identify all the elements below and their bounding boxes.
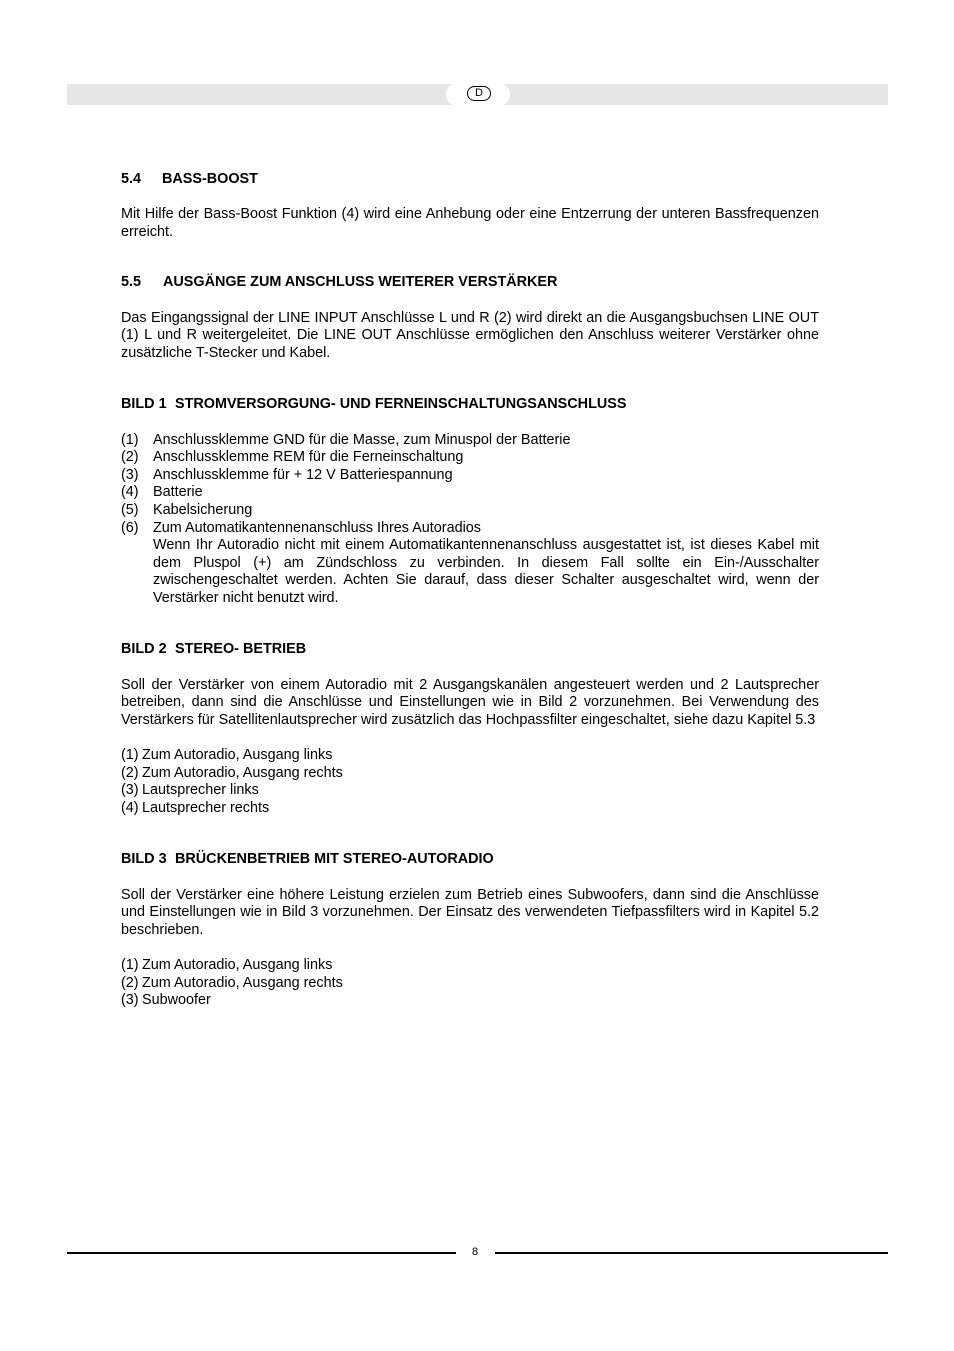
item-number: (1): [121, 747, 139, 764]
list-item: [121, 782, 819, 800]
heading-number: BILD 3: [121, 851, 167, 868]
paragraph-outputs: Das Eingangssignal der LINE INPUT Anschlüsse L und R (2) wird direkt an die Ausgangsbuchsen LINE OUT (1) L und R weitergeleitet. Die LINE OUT Anschlüsse ermöglichen den Anschluss weiterer Verstärker ohne zusätzliche T-Stecker und Kabel.: [121, 309, 819, 361]
list-item: [121, 800, 819, 818]
item-number: (5): [121, 501, 139, 518]
footer-rule-left: [67, 1252, 456, 1254]
footer-rule-right: [495, 1252, 888, 1254]
heading-title: STROMVERSORGUNG- UND FERNEINSCHALTUNGSANSCHLUSS: [175, 396, 627, 413]
bild-1-list: [121, 432, 819, 608]
heading-outputs: [121, 274, 819, 292]
item-text: Zum Autoradio, Ausgang links: [142, 956, 333, 973]
paragraph-bild-2: Soll der Verstärker von einem Autoradio mit 2 Ausgangskanälen angesteuert werden und 2 Lautsprecher betreiben, dann sind die Anschlüsse und Einstellungen wie in Bild 2 vorzunehmen. Bei Verwendung des Verstärkers für Satellitenlautsprecher wird zusätzlich das Hochpassfilter eingeschaltet, siehe dazu Kapitel 5.3: [121, 676, 819, 728]
list-item: [121, 975, 819, 993]
item-number: (3): [121, 466, 139, 483]
item-note-text: Wenn Ihr Autoradio nicht mit einem Automatikantennenanschluss ausgestattet ist, ist dieses Kabel mit dem Pluspol (+) am Zündschloss zu verbinden. In diesem Fall sollte ein Ein-/Ausschalter zwischengeschaltet werden. Achten Sie darauf, dass dieser Schalter ausgeschaltet wird, wenn der Verstärker nicht benutzt wird.: [153, 537, 819, 606]
item-text: Subwoofer: [142, 992, 211, 1009]
heading-title: AUSGÄNGE ZUM ANSCHLUSS WEITERER VERSTÄRKER: [163, 274, 558, 291]
bild-3-list: [121, 957, 819, 1010]
item-text: Lautsprecher rechts: [142, 799, 270, 816]
heading-bild-1: [121, 396, 819, 414]
list-item-note: [121, 537, 819, 607]
heading-number: 5.5: [121, 274, 142, 291]
item-number: (2): [121, 974, 139, 991]
list-item: [121, 502, 819, 520]
paragraph-bass-boost: Mit Hilfe der Bass-Boost Funktion (4) wird eine Anhebung oder eine Entzerrung der unteren Bassfrequenzen erreicht.: [121, 206, 819, 240]
heading-number: 5.4: [121, 171, 142, 187]
item-text: Zum Autoradio, Ausgang rechts: [142, 764, 343, 781]
heading-bild-3: [121, 851, 819, 869]
item-text: Zum Autoradio, Ausgang rechts: [142, 974, 343, 991]
list-item: [121, 957, 819, 975]
list-item: [121, 747, 819, 765]
heading-title: STEREO- BETRIEB: [175, 641, 307, 658]
item-text: Anschlussklemme REM für die Ferneinschaltung: [153, 449, 464, 466]
page-number: 8: [471, 1246, 479, 1258]
heading-title: BASS-BOOST: [162, 171, 258, 187]
item-text: Zum Autoradio, Ausgang links: [142, 747, 333, 764]
item-text: Zum Automatikantennenanschluss Ihres Autoradios: [153, 519, 481, 536]
list-item: [121, 432, 819, 450]
item-number: (3): [121, 782, 139, 799]
item-number: (2): [121, 764, 139, 781]
item-number: (6): [121, 519, 139, 536]
item-number: (4): [121, 484, 139, 501]
heading-number: BILD 2: [121, 641, 167, 658]
heading-bild-2: [121, 641, 819, 659]
language-badge: D: [467, 86, 491, 101]
item-number: (2): [121, 449, 139, 466]
item-number: (4): [121, 799, 139, 816]
item-text: Lautsprecher links: [142, 782, 259, 799]
list-item: [121, 992, 819, 1010]
item-number: (1): [121, 431, 139, 448]
page-content: [121, 171, 819, 1010]
list-item: [121, 520, 819, 538]
item-text: Anschlussklemme für + 12 V Batteriespannung: [153, 466, 453, 483]
item-text: Anschlussklemme GND für die Masse, zum Minuspol der Batterie: [153, 431, 571, 448]
heading-bass-boost: [121, 171, 819, 189]
bild-2-list: [121, 747, 819, 817]
list-item: [121, 449, 819, 467]
item-number: (1): [121, 956, 139, 973]
list-item: [121, 765, 819, 783]
item-text: Batterie: [153, 484, 203, 501]
item-number: (3): [121, 992, 139, 1009]
list-item: [121, 467, 819, 485]
paragraph-bild-3: Soll der Verstärker eine höhere Leistung erzielen zum Betrieb eines Subwoofers, dann sind die Anschlüsse und Einstellungen wie in Bild 3 vorzunehmen. Der Einsatz des verwendeten Tiefpassfilters wird in Kapitel 5.2 beschrieben.: [121, 886, 819, 938]
heading-title: BRÜCKENBETRIEB MIT STEREO-AUTORADIO: [175, 851, 494, 868]
heading-number: BILD 1: [121, 396, 167, 413]
list-item: [121, 484, 819, 502]
item-text: Kabelsicherung: [153, 501, 253, 518]
